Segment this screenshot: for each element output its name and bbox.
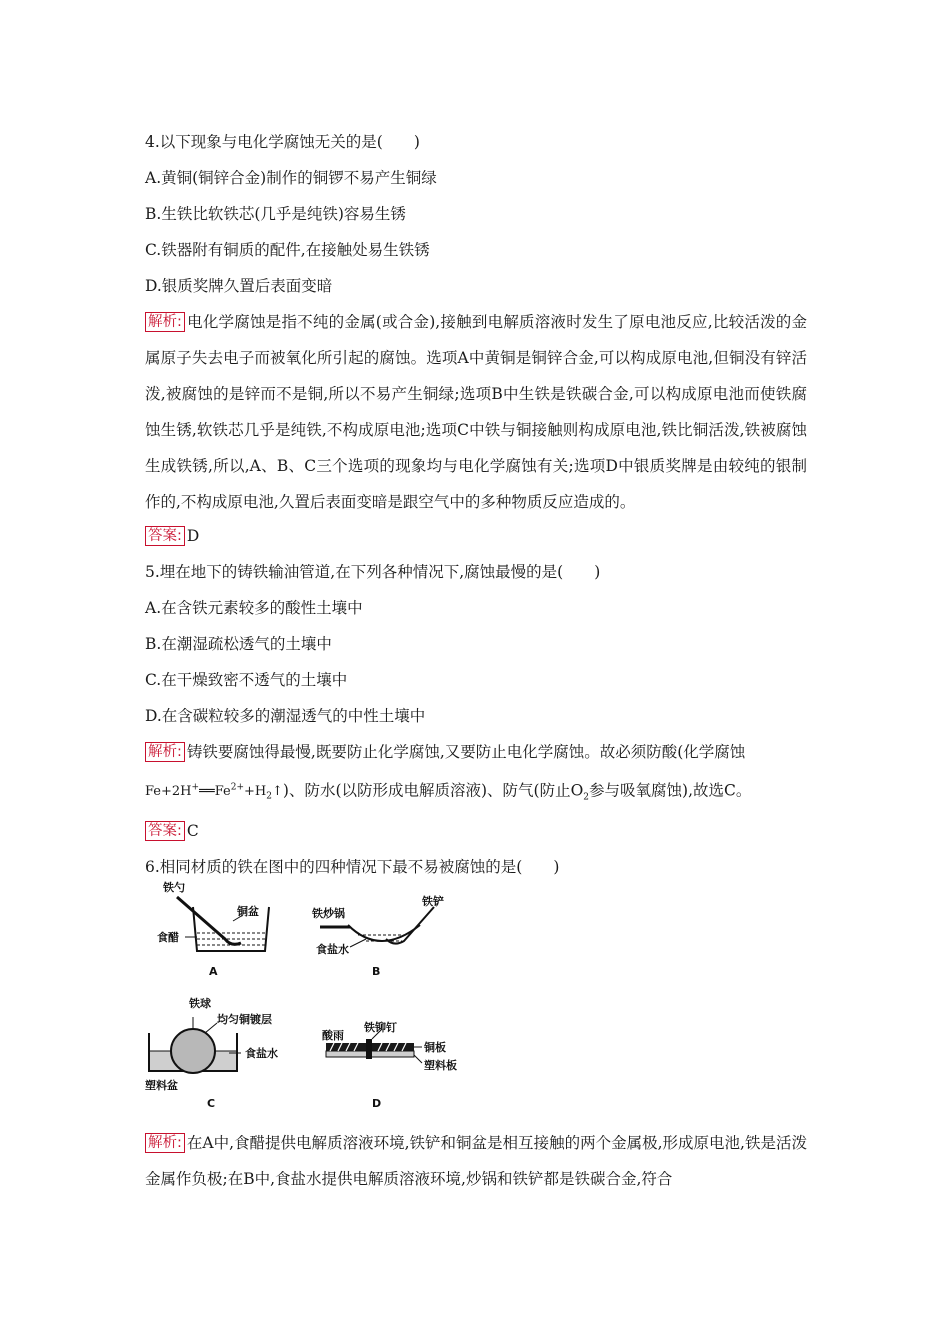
label-iron-spatula: 铁铲 [422, 895, 444, 909]
eq-lhs: Fe+2H [145, 784, 192, 800]
q5-analysis-line2a: )、防水(以防形成电解质溶液)、防气(防止O [282, 781, 584, 800]
label-plastic-plate: 塑料板 [424, 1059, 457, 1073]
panel-c [145, 993, 295, 1123]
q5-option-c: C.在干燥致密不透气的土壤中 [145, 671, 348, 689]
label-iron-spoon: 铁勺 [163, 881, 185, 895]
q6-analysis [145, 1125, 807, 1197]
q4-option-d: D.银质奖牌久置后表面变暗 [145, 277, 333, 295]
q4-analysis-text: 电化学腐蚀是指不纯的金属(或合金),接触到电解质溶液时发生了原电池反应,比较活泼的金属原子失去电子而被氧化所引起的腐蚀。选项A中黄铜是铜锌合金,可以构成原电池,但铜没有锌活泼,被腐蚀的是锌而不是铜,所以不易产生铜绿;选项B中生铁是铁碳合金,可以构成原电池而使铁腐蚀生锈,软铁芯几乎是纯铁,不构成原电池;选项C中铁与铜接触则构成原电池,铁比铜活泼,铁被腐蚀生成铁锈,所以,A、B、C三个选项的现象均与电化学腐蚀有关;选项D中银质奖牌是由较纯的银制作的,不构成原电池,久置后表面变暗是跟空气中的多种物质反应造成的。 [145, 313, 807, 511]
q4-answer-value: D [186, 527, 200, 545]
label-b: B [372, 965, 381, 979]
q5-analysis-line2b: 参与吸氧腐蚀),故选C。 [589, 781, 752, 800]
q5-option-d: D.在含碳粒较多的潮湿透气的中性土壤中 [145, 707, 426, 725]
q5-option-a: A.在含铁元素较多的酸性土壤中 [145, 599, 363, 617]
q6-stem: 6.相同材质的铁在图中的四种情况下最不易被腐蚀的是( ) [145, 858, 560, 877]
label-c: C [207, 1097, 216, 1111]
label-copper-coating: 均匀铜镀层 [217, 1013, 272, 1027]
label-iron-wok: 铁炒锅 [312, 907, 345, 921]
label-copper-plate: 铜板 [424, 1041, 446, 1055]
analysis-tag: 解析: [145, 1133, 185, 1153]
q5-answer-value: C [186, 822, 199, 841]
chem-equation [145, 783, 283, 802]
q4-option-c: C.铁器附有铜质的配件,在接触处易生铁锈 [145, 241, 430, 259]
analysis-tag: 解析: [145, 312, 185, 332]
label-iron-rivet: 铁铆钉 [364, 1021, 397, 1035]
q4-stem: 4.以下现象与电化学腐蚀无关的是( ) [145, 133, 420, 151]
panel-d [320, 993, 465, 1123]
eq-rhs: Fe [214, 784, 231, 800]
eq-gas-arrow: ↑ [271, 784, 283, 800]
label-vinegar: 食醋 [157, 931, 179, 945]
q4-option-a: A.黄铜(铜锌合金)制作的铜锣不易产生铜绿 [145, 169, 437, 187]
q6-analysis-text: 在A中,食醋提供电解质溶液环境,铁铲和铜盆是相互接触的两个金属极,形成原电池,铁是活泼金属作负极;在B中,食盐水提供电解质溶液环境,炒锅和铁铲都是铁碳合金,符合 [145, 1134, 807, 1189]
q4-option-b: B.生铁比软铁芯(几乎是纯铁)容易生锈 [145, 205, 406, 223]
q5-stem: 5.埋在地下的铸铁输油管道,在下列各种情况下,腐蚀最慢的是( ) [145, 563, 601, 581]
q4-answer [145, 518, 810, 554]
q5-analysis-line1: 铸铁要腐蚀得最慢,既要防止化学腐蚀,又要防止电化学腐蚀。故必须防酸(化学腐蚀 [186, 743, 746, 761]
q5-option-b: B.在潮湿疏松透气的土壤中 [145, 635, 332, 653]
document-body [145, 124, 810, 1197]
answer-tag: 答案: [145, 821, 185, 841]
o2-sub: 2 [583, 792, 590, 803]
label-acid-rain: 酸雨 [322, 1029, 344, 1043]
eq-sub-h2: 2 [266, 791, 272, 802]
label-a: A [209, 965, 218, 979]
panel-b [310, 885, 460, 995]
label-iron-ball: 铁球 [189, 997, 211, 1011]
q4-analysis [145, 304, 807, 520]
eq-sup-fe: 2+ [230, 783, 245, 793]
eq-sup-h: + [191, 783, 200, 793]
panel-a [145, 881, 285, 995]
label-plastic-basin: 塑料盆 [145, 1079, 178, 1093]
label-copper-basin: 铜盆 [237, 905, 259, 919]
answer-tag: 答案: [145, 526, 185, 546]
label-salt-water-b: 食盐水 [316, 943, 349, 957]
label-d: D [372, 1097, 382, 1111]
corrosion-figure [145, 881, 465, 1125]
eq-equals: ══ [199, 784, 215, 800]
q5-answer [145, 813, 810, 849]
analysis-tag: 解析: [145, 742, 185, 762]
q5-analysis [145, 734, 807, 815]
label-salt-water-c: 食盐水 [245, 1047, 278, 1061]
eq-rhs2: +H [244, 784, 267, 800]
